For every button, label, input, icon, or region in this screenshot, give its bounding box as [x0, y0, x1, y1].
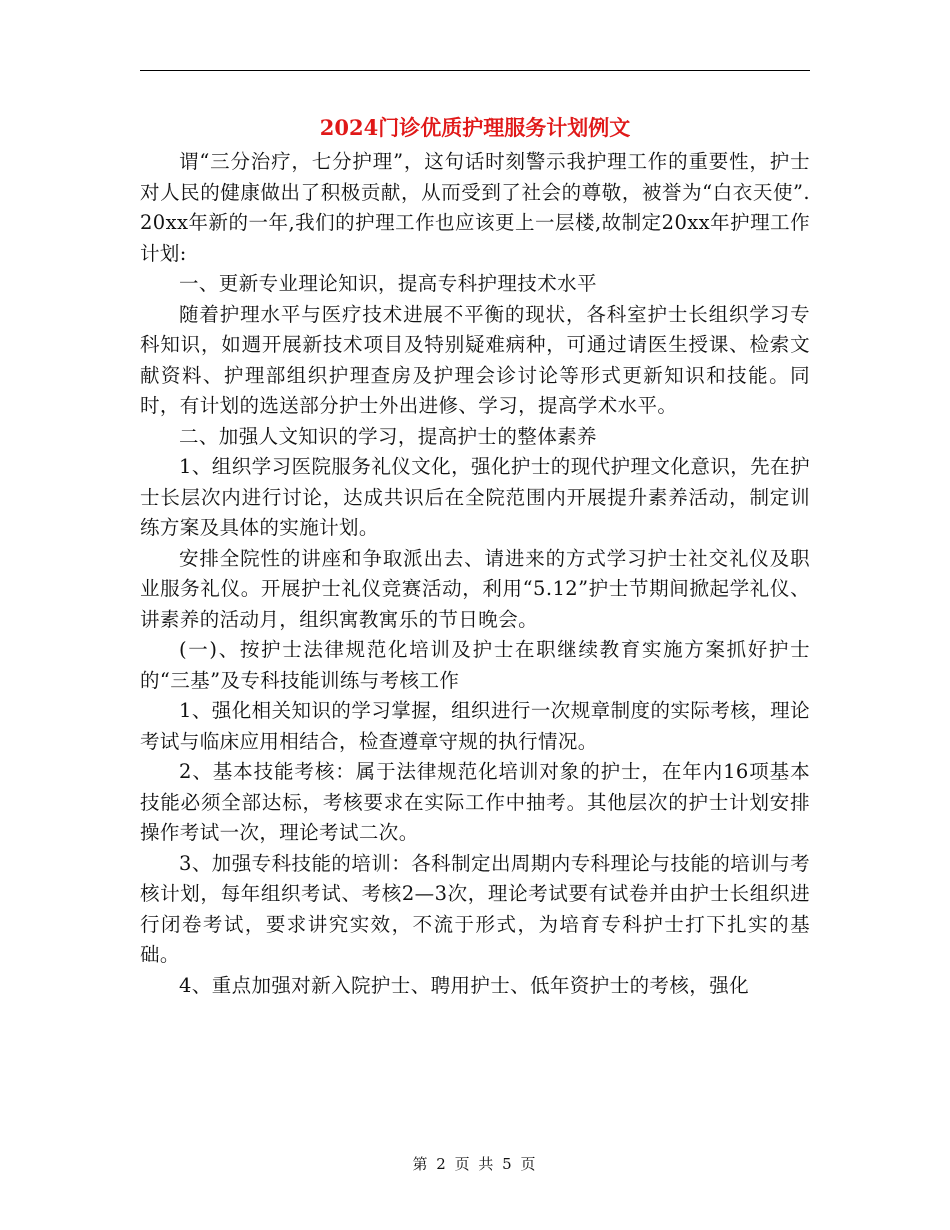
heading-subsection-1: (一)、按护士法律规范化培训及护士在职继续教育实施方案抓好护士的“三基”及专科技能训练与考核工作 [140, 638, 810, 692]
paragraph-item-2: 2、基本技能考核：属于法律规范化培训对象的护士，在年内16项基本技能必须全部达标，考核要求在实际工作中抽考。其他层次的护士计划安排操作考试一次，理论考试二次。 [140, 760, 810, 844]
page-number: 第 2 页 共 5 页 [412, 1155, 538, 1173]
heading-section-2: 二、加强人文知识的学习，提高护士的整体素养 [179, 424, 597, 448]
document-body [140, 147, 810, 1001]
header-rule [140, 70, 810, 71]
paragraph-intro: 谓“三分治疗，七分护理”，这句话时刻警示我护理工作的重要性，护士对人民的健康做出了积极贡献，从而受到了社会的尊敬，被誉为“白衣天使”.20xx年新的一年,我们的护理工作也应该更上一层楼,故制定20xx年护理工作计划: [140, 150, 810, 265]
paragraph-item-4: 4、重点加强对新入院护士、聘用护士、低年资护士的考核，强化 [179, 973, 750, 997]
paragraph-section-1: 随着护理水平与医疗技术进展不平衡的现状，各科室护士长组织学习专科知识，如週开展新技术项目及特别疑难病种，可通过请医生授课、检索文献资料、护理部组织护理查房及护理会诊讨论等形式更新知识和技能。同时，有计划的选送部分护士外出进修、学习，提高学术水平。 [140, 302, 810, 417]
paragraph-item-3: 3、加强专科技能的培训：各科制定出周期内专科理论与技能的培训与考核计划，每年组织考试、考核2—3次，理论考试要有试卷并由护士长组织进行闭卷考试，要求讲究实效，不流于形式，为培育专科护士打下扎实的基础。 [140, 851, 810, 966]
heading-section-1: 一、更新专业理论知识，提高专科护理技术水平 [179, 272, 597, 295]
paragraph-etiquette-culture: 1、组织学习医院服务礼仪文化，强化护士的现代护理文化意识，先在护士长层次内进行讨论，达成共识后在全院范围内开展提升素养活动，制定训练方案及具体的实施计划。 [140, 455, 810, 539]
paragraph-item-1: 1、强化相关知识的学习掌握，组织进行一次规章制度的实际考核，理论考试与临床应用相结合，检查遵章守规的执行情况。 [140, 699, 810, 753]
document-title: 2024门诊优质护理服务计划例文 [319, 115, 631, 140]
paragraph-etiquette-lectures: 安排全院性的讲座和争取派出去、请进来的方式学习护士社交礼仪及职业服务礼仪。开展护士礼仪竞赛活动，利用“5.12”护士节期间掀起学礼仪、讲素养的活动月，组织寓教寓乐的节日晚会。 [140, 546, 810, 631]
